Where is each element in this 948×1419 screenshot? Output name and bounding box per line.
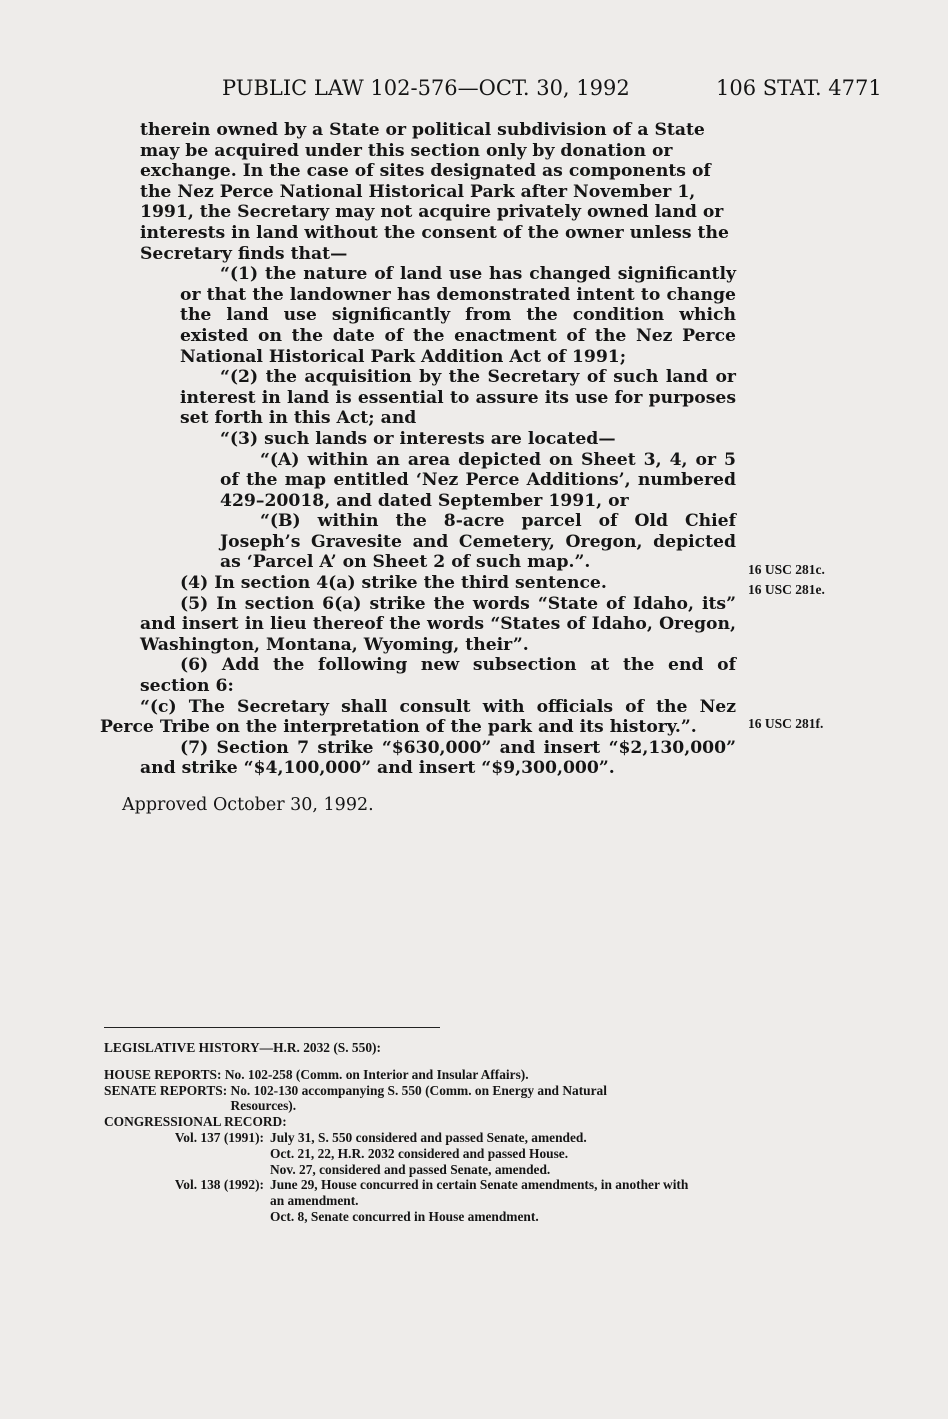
senate-reports-label: SENATE REPORTS: (104, 1082, 228, 1098)
amendment-7: (7) Section 7 strike “$630,000” and insert “$2,130,000” and strike “$4,100,000” and insert “$9,300,000”. (140, 737, 736, 779)
running-header-page: 106 STAT. 4771 (716, 76, 882, 100)
clause-3b: “(B) within the 8-acre parcel of Old Chief Joseph’s Gravesite and Cemetery, Oregon, depicted as ‘Parcel A’ on Sheet 2 of such map.”. (220, 511, 736, 573)
vol-138-entry (104, 1177, 704, 1209)
margin-note-281f: 16 USC 281f. (748, 716, 824, 731)
vol-137-label: Vol. 137 (1991): (174, 1129, 264, 1145)
vol-137-line-2: Oct. 21, 22, H.R. 2032 considered and passed House. (270, 1145, 569, 1161)
senate-reports (104, 1083, 704, 1115)
vol-137-line-3: Nov. 27, considered and passed Senate, amended. (270, 1161, 551, 1177)
vol-138-line-1: June 29, House concurred in certain Senate amendments, in another with an amendment. (270, 1177, 689, 1209)
clause-2: “(2) the acquisition by the Secretary of such land or interest in land is essential to assure its use for purposes set forth in this Act; and (180, 367, 736, 429)
clause-3a: “(A) within an area depicted on Sheet 3, 4, or 5 of the map entitled ‘Nez Perce Additions’, numbered 429–20018, and dated September 1991, or (220, 449, 736, 511)
amendment-5: (5) In section 6(a) strike the words “State of Idaho, its” and insert in lieu thereof the words “States of Idaho, Oregon, Washington, Montana, Wyoming, their”. (140, 593, 736, 655)
vol-138-line-2: Oct. 8, Senate concurred in House amendment. (270, 1208, 539, 1224)
statute-text (100, 120, 736, 816)
house-reports (104, 1067, 704, 1083)
legislative-history-heading: LEGISLATIVE HISTORY—H.R. 2032 (S. 550): (104, 1040, 381, 1055)
approval-date: Approved October 30, 1992. (122, 795, 374, 815)
footnote-divider (104, 1027, 440, 1028)
amendment-6: (6) Add the following new subsection at the end of section 6: (140, 655, 736, 697)
vol-137-line-1: July 31, S. 550 considered and passed Senate, amended. (270, 1129, 587, 1145)
amendment-4: (4) In section 4(a) strike the third sentence. (180, 573, 607, 594)
running-header-title: PUBLIC LAW 102-576—OCT. 30, 1992 (222, 76, 630, 100)
vol-137-entry (104, 1130, 704, 1146)
senate-reports-text: No. 102-130 accompanying S. 550 (Comm. on Energy and Natural Resources). (230, 1082, 607, 1114)
house-reports-text: No. 102-258 (Comm. on Interior and Insular Affairs). (224, 1066, 529, 1082)
margin-note-281c: 16 USC 281c. (748, 562, 825, 577)
legislative-history (104, 1040, 704, 1225)
congressional-record-label: CONGRESSIONAL RECORD: (104, 1114, 287, 1130)
clause-1: “(1) the nature of land use has changed significantly or that the landowner has demonstrated intent to change the land use significantly from the condition which existed on the date of the enactment of the Nez Perce National Historical Park Addition Act of 1991; (180, 264, 736, 367)
subsection-c: “(c) The Secretary shall consult with officials of the Nez Perce Tribe on the interpretation of the park and its history.”. (100, 696, 736, 738)
margin-note-281e: 16 USC 281e. (748, 582, 825, 597)
house-reports-label: HOUSE REPORTS: (104, 1066, 222, 1082)
clause-3: “(3) such lands or interests are located— (220, 428, 616, 449)
intro-paragraph: therein owned by a State or political subdivision of a State may be acquired under this section only by donation or exchange. In the case of sites designated as components of the Nez Perce National Historical Park after November 1, 1991, the Secretary may not acquire privately owned land or interests in land without the consent of the owner unless the Secretary finds that— (140, 120, 729, 264)
vol-138-label: Vol. 138 (1992): (174, 1177, 264, 1193)
